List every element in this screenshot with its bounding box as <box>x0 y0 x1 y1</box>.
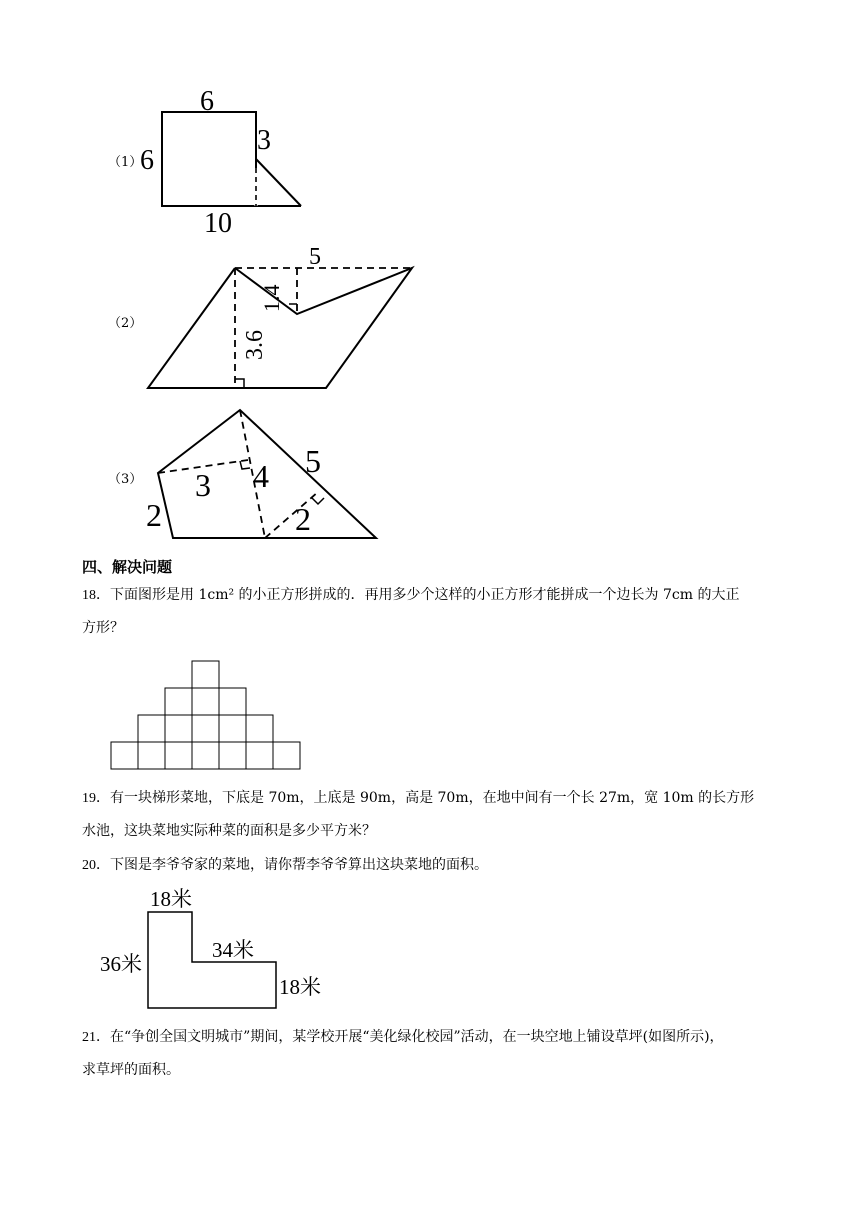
question-18-line-1 <box>82 579 822 612</box>
unit-square <box>246 715 273 742</box>
section-title: 四、解决问题 <box>82 558 173 576</box>
figure-1 <box>130 82 330 242</box>
question-18-number: 18 <box>82 588 96 603</box>
question-18 <box>82 579 822 645</box>
figure-3-label-2-right: 2 <box>295 501 311 537</box>
question-20-text-1: ．下图是李爷爷家的菜地，请你帮李爷爷算出这块菜地的面积。 <box>96 857 488 873</box>
question-19-text-1: ．有一块梯形菜地，下底是 70m，上底是 90m，高是 70m，在地中间有一个长 27m，宽 10m 的长方形 <box>96 790 755 806</box>
figure-3-label-4: 4 <box>253 458 269 494</box>
unit-square <box>219 742 246 769</box>
question-19-line-2: 水池，这块菜地实际种菜的面积是多少平方米？ <box>82 823 376 839</box>
question-20-line-1 <box>82 849 822 882</box>
question-20-label-left: 36米 <box>100 952 142 976</box>
question-19-number: 19 <box>82 791 96 806</box>
question-20-label-middle: 34米 <box>212 938 254 962</box>
unit-square <box>165 715 192 742</box>
question-21-text-1: ．在“争创全国文明城市”期间，某学校开展“美化绿化校园”活动，在一块空地上铺设草坪(如图所示)， <box>96 1029 724 1045</box>
figure-1-right-label: 3 <box>257 125 271 156</box>
question-21 <box>82 1021 822 1087</box>
question-20-figure <box>96 884 336 1014</box>
unit-square <box>165 742 192 769</box>
unit-square <box>111 742 138 769</box>
figure-1-top-label: 6 <box>200 86 214 117</box>
figure-1-square <box>162 112 256 206</box>
figure-3-label: （3） <box>108 472 143 487</box>
question-18-line-2: 方形？ <box>82 620 124 636</box>
figure-3-label-2-left: 2 <box>146 497 162 533</box>
figure-1-label: （1） <box>108 155 143 170</box>
question-20 <box>82 849 822 882</box>
unit-square <box>192 715 219 742</box>
question-19 <box>82 782 822 848</box>
question-20-label-right: 18米 <box>279 975 321 999</box>
question-21-line-1 <box>82 1021 822 1054</box>
figure-1-hypotenuse <box>256 159 301 206</box>
figure-3 <box>140 400 400 550</box>
unit-square <box>219 688 246 715</box>
figure-1-bottom-label: 10 <box>204 208 232 239</box>
figure-2-inner-label: 1.4 <box>259 284 284 312</box>
question-20-number: 20 <box>82 858 96 873</box>
unit-square <box>165 688 192 715</box>
figure-2-label: （2） <box>108 316 143 331</box>
unit-square <box>138 715 165 742</box>
figure-3-label-5: 5 <box>305 443 321 479</box>
figure-2 <box>140 242 440 392</box>
figure-1-left-label: 6 <box>140 145 154 176</box>
unit-square <box>138 742 165 769</box>
question-21-line-2: 求草坪的面积。 <box>82 1062 180 1078</box>
question-20-label-top: 18米 <box>150 887 192 911</box>
unit-square <box>219 715 246 742</box>
figure-2-height-label: 3.6 <box>242 330 268 360</box>
question-21-number: 21 <box>82 1030 96 1045</box>
figure-2-top-label: 5 <box>309 244 321 270</box>
unit-square <box>273 742 300 769</box>
question-18-square-figure <box>110 660 310 780</box>
unit-square <box>192 688 219 715</box>
figure-3-label-3: 3 <box>195 467 211 503</box>
question-19-line-1 <box>82 782 822 815</box>
unit-square <box>192 661 219 688</box>
unit-square <box>246 742 273 769</box>
unit-square <box>192 742 219 769</box>
question-18-text-1: ．下面图形是用 1cm² 的小正方形拼成的．再用多少个这样的小正方形才能拼成一个边长为 7cm 的大正 <box>96 587 740 603</box>
